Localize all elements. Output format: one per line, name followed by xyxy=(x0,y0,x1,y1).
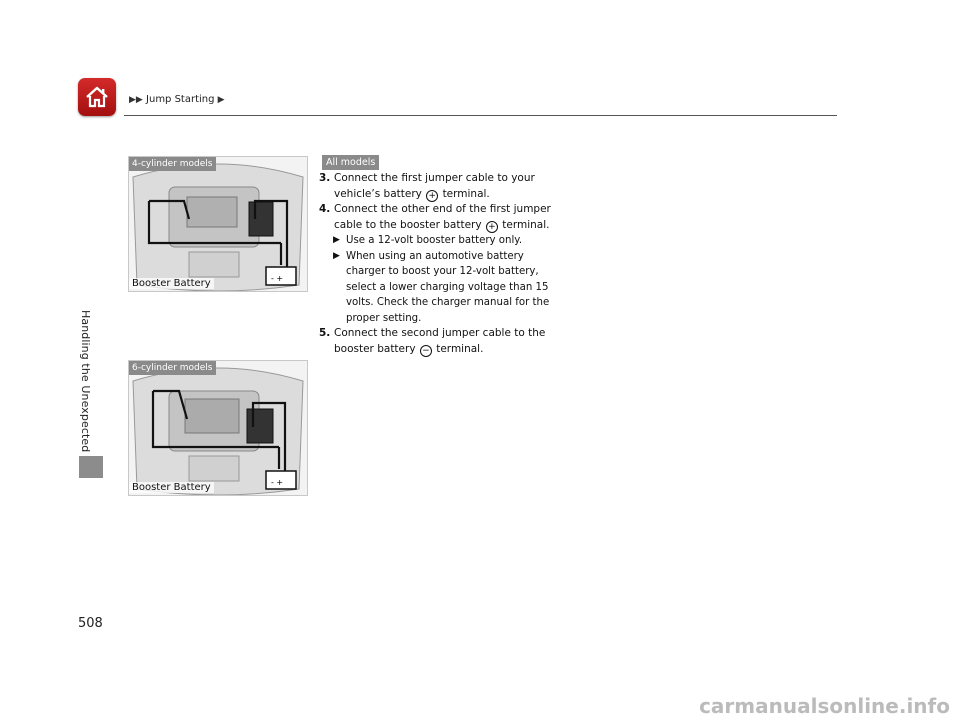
svg-text:- +: - + xyxy=(271,274,284,283)
step-text-end: terminal. xyxy=(502,218,550,231)
page-number: 508 xyxy=(78,616,103,631)
home-button[interactable] xyxy=(78,78,116,116)
note-text: When using an automotive battery charger to boost your 12-volt battery, select a lower charging voltage than 15 volts. Check the charger manual for the proper setting. xyxy=(346,250,550,324)
engine-figure-6-cylinder xyxy=(128,360,308,496)
step-4 xyxy=(319,202,559,233)
booster-battery-label: Booster Battery xyxy=(129,278,214,289)
step-text: Connect the second jumper cable to the booster battery xyxy=(334,327,546,355)
step-text-end: terminal. xyxy=(436,342,484,355)
note-arrow-icon: ▶ xyxy=(333,250,340,261)
step-number: 3. xyxy=(319,172,331,184)
breadcrumb-link[interactable]: Jump Starting xyxy=(146,94,215,105)
plus-terminal-icon: + xyxy=(426,190,438,202)
home-icon xyxy=(84,84,110,110)
step-text: Connect the first jumper cable to your vehicle’s battery xyxy=(334,172,535,200)
figure-model-tag: 4-cylinder models xyxy=(129,157,216,171)
step-5 xyxy=(319,326,559,357)
step-text: Connect the other end of the first jumper cable to the booster battery xyxy=(334,203,551,231)
header-divider xyxy=(124,115,837,116)
step-text-end: terminal. xyxy=(442,187,490,200)
plus-terminal-icon: + xyxy=(486,221,498,233)
engine-figure-4-cylinder xyxy=(128,156,308,292)
step-3 xyxy=(319,171,559,202)
engine-bay-illustration xyxy=(129,157,307,291)
engine-bay-illustration xyxy=(129,361,307,495)
step-number: 5. xyxy=(319,327,331,339)
note-arrow-icon: ▶ xyxy=(333,235,340,245)
all-models-tag: All models xyxy=(322,155,379,170)
section-tab[interactable] xyxy=(79,456,103,478)
minus-terminal-icon: − xyxy=(420,345,432,357)
watermark: carmanualsonline.info xyxy=(699,694,950,718)
breadcrumb xyxy=(129,94,225,105)
section-title: Handling the Unexpected xyxy=(79,310,92,453)
breadcrumb-arrows-icon: ▶▶ xyxy=(129,95,143,105)
note-text: Use a 12-volt booster battery only. xyxy=(346,235,523,246)
step-number: 4. xyxy=(319,203,331,215)
note-item xyxy=(319,233,559,249)
figure-model-tag: 6-cylinder models xyxy=(129,361,216,375)
instruction-steps xyxy=(319,171,559,357)
booster-battery-label: Booster Battery xyxy=(129,482,214,493)
note-item xyxy=(319,249,559,327)
breadcrumb-arrow-icon: ▶ xyxy=(217,95,225,105)
svg-text:- +: - + xyxy=(271,478,284,487)
